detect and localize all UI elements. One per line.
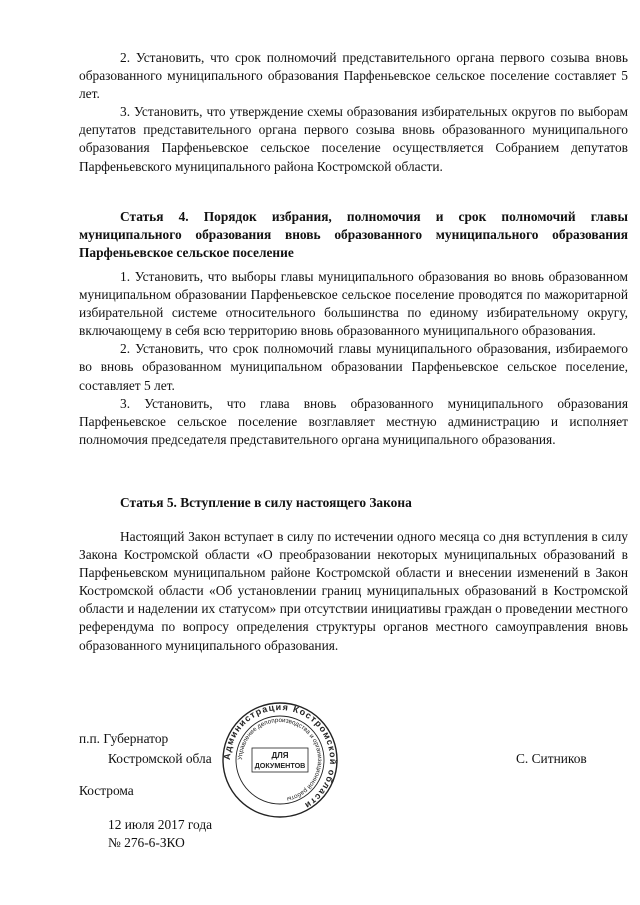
paragraph-item-2: 2. Установить, что срок полномочий представительного органа первого созыва вновь образованного муниципального образования Парфеньевское сельское поселение составляет 5 лет. (79, 50, 628, 102)
article5-paragraph: Настоящий Закон вступает в силу по истечении одного месяца со дня вступления в силу Закона Костромской области «О преобразовании некоторых муниципальных образований в Парфеньевском муниципальном районе Костромской области и внесении изменений в Закон Костромской области «Об установлении границ муниципальных образований в Костромской области и наделении их статусом» при отсутствии инициативы граждан о проведении местного референдума по вопросу определения структуры органов местного самоуправления вновь образованного муниципального образования. (79, 529, 628, 653)
article4-paragraph-3: 3. Установить, что глава вновь образованного муниципального образования Парфеньевское сельское поселение возглавляет местную администрацию и исполняет полномочия председателя представительного органа муниципального образования. (79, 395, 628, 447)
official-stamp (220, 700, 340, 820)
signature-region: Костромской обла (108, 751, 212, 766)
signing-city: Кострома (79, 783, 134, 798)
paragraph-item-3: 3. Установить, что утверждение схемы образования избирательных округов по выборам депутатов представительного органа первого созыва вновь образованного муниципального образования Парфеньевское сельское поселение осуществляется Собранием депутатов Парфеньевского муниципального района Костромской области. (79, 104, 628, 174)
article4-heading-block (79, 208, 628, 262)
signatory-name: С. Ситников (516, 751, 587, 766)
stamp-outer-text: Администрация Костромской области (221, 701, 339, 812)
article5-heading-block (79, 494, 628, 512)
stamp-center-line2: ДОКУМЕНТОВ (254, 761, 306, 770)
stamp-center-line1: ДЛЯ (271, 751, 289, 760)
law-number: № 276-6-ЗКО (108, 835, 185, 850)
article4-paragraph-2: 2. Установить, что срок полномочий главы муниципального образования, избираемого во вновь образованном муниципальном образовании Парфеньевское сельское поселение, составляет 5 лет. (79, 341, 628, 393)
article4-body (79, 268, 628, 449)
article4-paragraph-1: 1. Установить, что выборы главы муниципального образования во вновь образованном муниципальном образовании Парфеньевское сельское поселение проводятся по мажоритарной избирательной системе относительного большинства по единому избирательному округу, включающему в себя всю территорию вновь образованного муниципального образования. (79, 269, 628, 339)
article4-heading: Статья 4. Порядок избрания, полномочия и срок полномочий главы муниципального образования вновь образованного муниципального образования Парфеньевское сельское поселение (79, 209, 628, 261)
article3-continuation (79, 49, 628, 176)
stamp-inner-text: Управление делопроизводства и организационной работы (236, 716, 324, 803)
stamp-seal-icon (220, 700, 340, 820)
article5-body (79, 528, 628, 655)
article5-heading: Статья 5. Вступление в силу настоящего Закона (120, 495, 412, 510)
signing-date: 12 июля 2017 года (108, 817, 213, 832)
signature-title: п.п. Губернатор (79, 731, 169, 746)
